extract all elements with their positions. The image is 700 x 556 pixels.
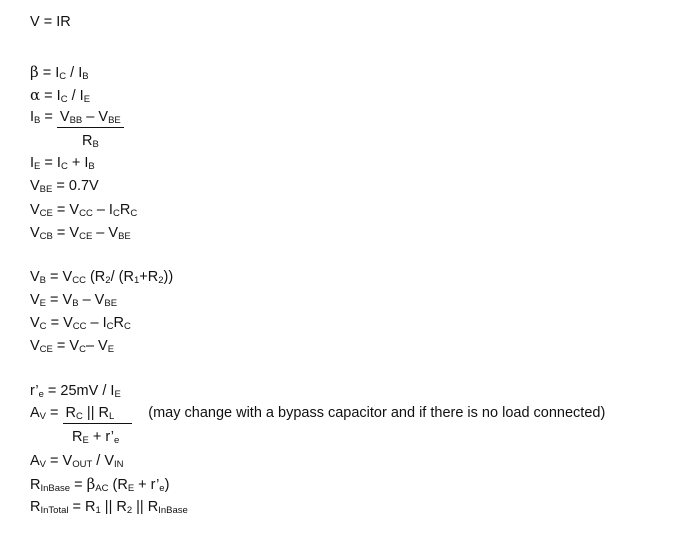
vbe-equation: $V_{BE} = 0.7V$ xyxy=(30,178,99,195)
base-current-numerator: $V_{BB} - V_{BE}$ xyxy=(57,108,124,128)
voltage-gain-equation: $A_V = R_C$ || $R_L$ (may change with a bypass capacitor and if there is no load connected) xyxy=(30,405,606,422)
vc-equation: $V_C = V_{CC} - I_CR_C$ xyxy=(30,315,131,332)
voltage-gain-denominator: $R_E$ + $r’_e$ xyxy=(72,429,120,446)
av-vout-vin-equation: $A_V = V_{OUT} / V_{IN}$ xyxy=(30,453,124,470)
alpha-equation: $\alpha = I_C / I_E$ xyxy=(30,86,91,105)
rin-total-equation: $R_{InTotal} = R_1$ || $R_2$ || $R_{InBase}$ xyxy=(30,499,188,516)
ohms-law xyxy=(30,13,71,31)
re-prime-equation: $r’_e = 25mV / I_E$ xyxy=(30,383,121,400)
vb-divider-equation: $V_B = V_{CC}$ ($R_2/$ $(R_1+R_2)$) xyxy=(30,269,174,286)
voltage-gain-note: (may change with a bypass capacitor and if there is no load connected) xyxy=(148,405,606,421)
base-current-denominator: $R_B$ xyxy=(82,133,99,150)
vce-equation: $V_{CE} = V_{CC} - I_CR_C$ xyxy=(30,202,138,219)
voltage-gain-numerator: $R_C$ || $R_L$ xyxy=(63,404,133,424)
ohms-law-text: V = IR xyxy=(30,14,71,30)
rin-base-equation: $R_{InBase} = \beta_{AC}$ ($R_E$ + $r’_e$) xyxy=(30,475,170,494)
vce-divider-equation: $V_{CE} = V_C-$ $V_E$ xyxy=(30,338,115,355)
beta-equation: $\beta = I_C / I_B$ xyxy=(30,63,89,82)
vcb-equation: $V_{CB} = V_{CE} - V_{BE}$ xyxy=(30,225,131,242)
emitter-current-equation: $I_E = I_C + I_B$ xyxy=(30,155,95,172)
base-current-equation: $I_B = V_{BB} - V_{BE}$ xyxy=(30,108,124,128)
ve-equation: $V_E = V_B - V_{BE}$ xyxy=(30,292,118,309)
